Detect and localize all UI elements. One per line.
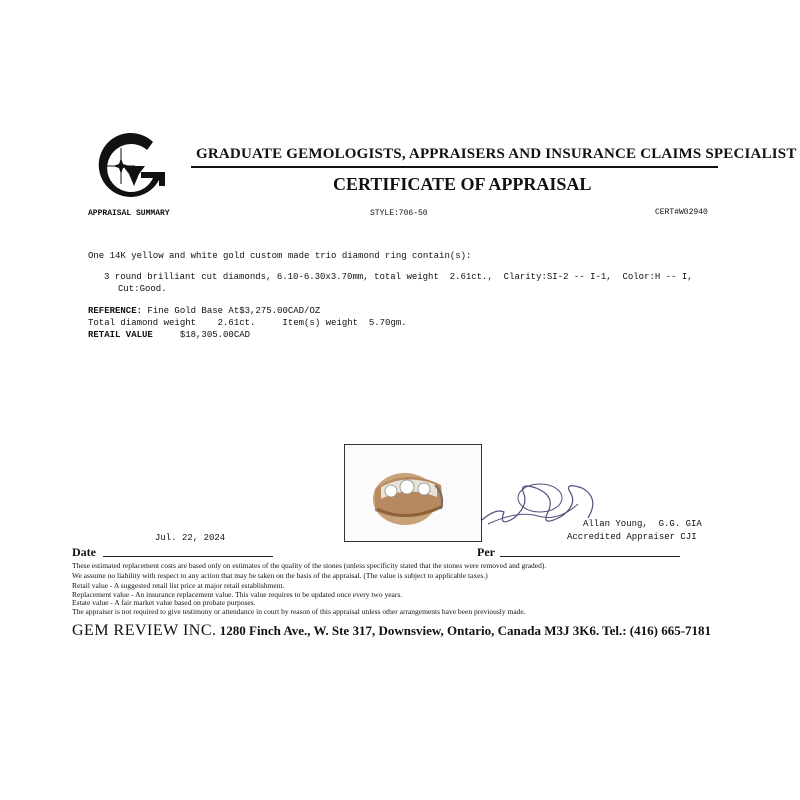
disclaimer-line: Estate value - A fair market value based on probate purposes. [72, 598, 256, 607]
company-address: 1280 Finch Ave., W. Ste 317, Downsview, Ontario, Canada M3J 3K6. Tel.: (416) 665-7181 [216, 623, 712, 638]
reference-value: Fine Gold Base At$3,275.00CAD/OZ [142, 306, 321, 316]
retail-line [88, 330, 250, 340]
disclaimer-line: The appraiser is not required to give testimony or attendance in court by reason of this appraisal unless other arrangements have been previously made. [72, 607, 526, 616]
disclaimer-line: We assume no liability with respect to any action that may be taken on the basis of the appraisal. (The value is subject to applicable taxes.) [72, 571, 488, 580]
disclaimer-line: These estimated replacement costs are based only on estimates of the quality of the stones (unless specificity stated that the stones were removed and graded). [72, 561, 547, 570]
date-label: Date [72, 545, 96, 559]
disclaimer-line: Replacement value - An insurance replacement value. This value requires to be updated once every two years. [72, 590, 403, 599]
footer [72, 622, 711, 640]
appraiser-name: Allan Young, G.G. GIA [583, 519, 702, 529]
item-description: One 14K yellow and white gold custom made trio diamond ring contain(s): [88, 251, 472, 261]
diamond-cut: Cut:Good. [118, 284, 167, 294]
retail-label: RETAIL VALUE [88, 330, 153, 340]
appraiser-title: Accredited Appraiser CJI [567, 532, 697, 542]
disclaimer-line: Retail value - A suggested retail list price at major retail establishment. [72, 581, 285, 590]
per-line [500, 556, 680, 557]
certificate-number: CERT#W02940 [655, 208, 708, 217]
weights-line: Total diamond weight 2.61ct. Item(s) weight 5.70gm. [88, 318, 407, 328]
reference-label: REFERENCE: [88, 306, 143, 316]
gem-g-logo-icon [93, 128, 173, 208]
reference-line [88, 306, 320, 316]
style-number: STYLE:706-50 [370, 209, 428, 218]
date-line [103, 556, 273, 557]
diamond-details: 3 round brilliant cut diamonds, 6.10-6.30x3.70mm, total weight 2.61ct., Clarity:SI-2 -- I-1, Color:H -- I, [104, 272, 693, 282]
header-rule [191, 166, 718, 168]
header-title: GRADUATE GEMOLOGISTS, APPRAISERS AND INSURANCE CLAIMS SPECIALIST [196, 146, 797, 162]
per-label: Per [477, 545, 495, 559]
certificate-title: CERTIFICATE OF APPRAISAL [333, 174, 592, 194]
retail-value: $18,305.00CAD [152, 330, 251, 340]
company-name: GEM REVIEW INC. [72, 622, 217, 639]
appraisal-summary-label: APPRAISAL SUMMARY [88, 209, 170, 218]
date-value: Jul. 22, 2024 [155, 533, 226, 543]
ring-photo [344, 444, 482, 542]
